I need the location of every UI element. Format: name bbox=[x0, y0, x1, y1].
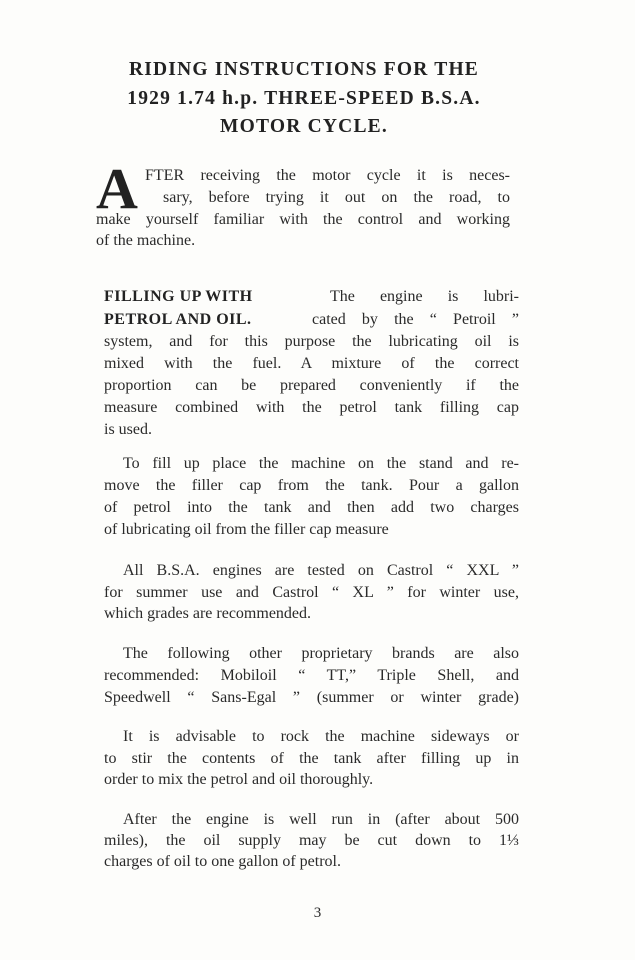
paragraph-line: All B.S.A. engines are tested on Castrol “ XXL ” bbox=[123, 562, 519, 579]
paragraph-line: It is advisable to rock the machine sideways or bbox=[123, 728, 519, 745]
intro-line: sary, before trying it out on the road, to bbox=[163, 189, 510, 206]
paragraph-line: Speedwell “ Sans-Egal ” (summer or winter grade) bbox=[104, 689, 519, 706]
section-line: system, and for this purpose the lubricating oil is bbox=[104, 333, 519, 350]
paragraph-line: which grades are recommended. bbox=[104, 605, 312, 622]
paragraph-line: To fill up place the machine on the stand and re- bbox=[123, 455, 519, 472]
intro-line: FTER receiving the motor cycle it is neces- bbox=[145, 167, 510, 184]
section-line: is used. bbox=[104, 421, 152, 438]
section-line: proportion can be prepared conveniently if the bbox=[104, 377, 519, 394]
page-number: 3 bbox=[313, 905, 322, 921]
paragraph-line: of lubricating oil from the filler cap measure bbox=[104, 521, 389, 538]
paragraph-line: After the engine is well run in (after about 500 bbox=[123, 811, 519, 828]
paragraph-line: order to mix the petrol and oil thoroughly. bbox=[104, 771, 374, 788]
intro-line: of the machine. bbox=[96, 232, 196, 249]
section-line: cated by the “ Petroil ” bbox=[312, 311, 519, 328]
section-heading: PETROL AND OIL. bbox=[104, 311, 252, 328]
section-heading: FILLING UP WITH bbox=[104, 288, 253, 305]
paragraph-line: for summer use and Castrol “ XL ” for winter use, bbox=[104, 584, 519, 601]
section-line: The engine is lubri- bbox=[330, 288, 519, 305]
paragraph-line: miles), the oil supply may be cut down to 1⅓ bbox=[104, 832, 519, 849]
paragraph-line: charges of oil to one gallon of petrol. bbox=[104, 853, 341, 870]
page-title-line-2: 1929 1.74 h.p. THREE-SPEED B.S.A. bbox=[127, 88, 481, 109]
page-title-line-1: RIDING INSTRUCTIONS FOR THE bbox=[128, 59, 480, 80]
paragraph-line: recommended: Mobiloil “ TT,” Triple Shell, and bbox=[104, 667, 519, 684]
section-line: mixed with the fuel. A mixture of the correct bbox=[104, 355, 519, 372]
section-line: measure combined with the petrol tank filling cap bbox=[104, 399, 519, 416]
paragraph-line: move the filler cap from the tank. Pour a gallon bbox=[104, 477, 519, 494]
paragraph-line: to stir the contents of the tank after filling up in bbox=[104, 750, 519, 767]
drop-cap: A bbox=[96, 156, 138, 221]
page-title-line-3: MOTOR CYCLE. bbox=[220, 116, 388, 137]
paragraph-line: The following other proprietary brands are also bbox=[123, 645, 519, 662]
intro-line: make yourself familiar with the control and working bbox=[96, 211, 510, 228]
paragraph-line: of petrol into the tank and then add two charges bbox=[104, 499, 519, 516]
